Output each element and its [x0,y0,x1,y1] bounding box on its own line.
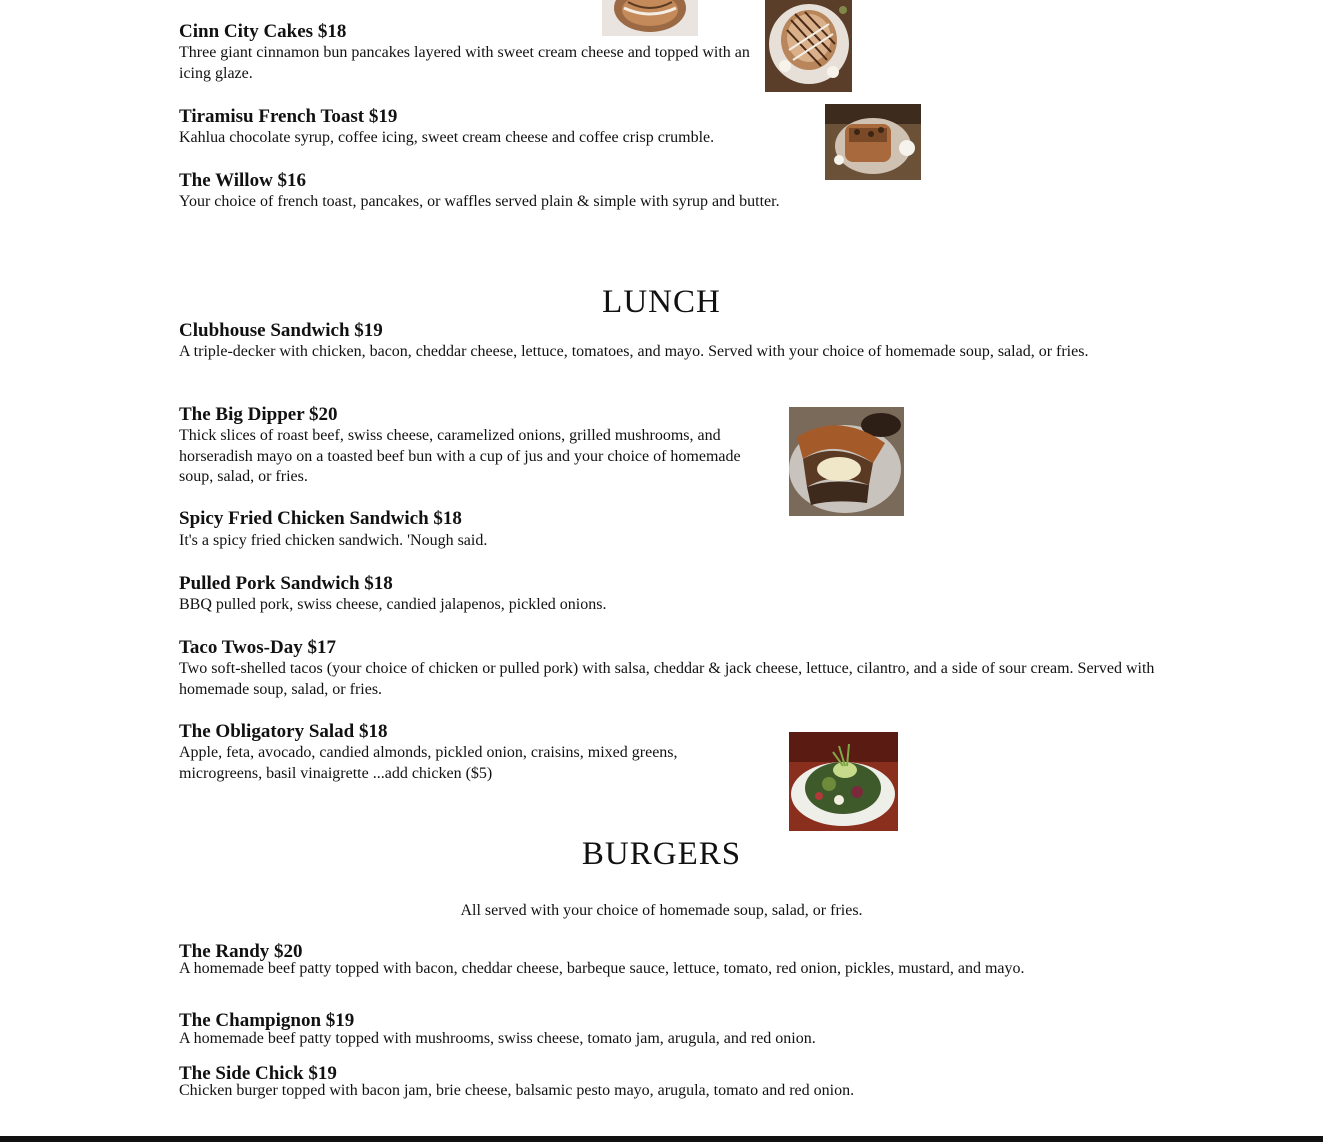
food-photo-tiramisu-french-toast [825,104,921,180]
footer-divider [0,1136,1323,1142]
menu-item-title: Taco Twos-Day $17 [179,637,336,658]
menu-item-description: A homemade beef patty topped with mushrooms, swiss cheese, tomato jam, arugula, and red onion. [179,1030,816,1047]
food-photo-pancake-stack [602,0,698,36]
menu-item-description: Thick slices of roast beef, swiss cheese, caramelized onions, grilled mushrooms, and horseradish mayo on a toasted beef bun with a cup of jus and your choice of homemade soup, salad, or fries. [179,427,741,485]
menu-item-title: Pulled Pork Sandwich $18 [179,573,393,594]
menu-item-title: The Randy $20 [179,941,303,962]
food-photo-obligatory-salad [789,732,898,831]
menu-item-title: Clubhouse Sandwich $19 [179,320,383,341]
menu-item-title: The Side Chick $19 [179,1063,337,1084]
menu-item-description: Two soft-shelled tacos (your choice of chicken or pulled pork) with salsa, cheddar & jack cheese, lettuce, cilantro, and a side of sour cream. Served with homemade soup, salad, or fries. [179,660,1155,698]
menu-item-description: Kahlua chocolate syrup, coffee icing, sweet cream cheese and coffee crisp crumble. [179,129,715,146]
menu-item-description: Chicken burger topped with bacon jam, brie cheese, balsamic pesto mayo, arugula, tomato and red onion. [179,1082,855,1099]
food-photo-big-dipper [789,407,904,516]
menu-item-description: BBQ pulled pork, swiss cheese, candied jalapenos, pickled onions. [179,596,607,613]
menu-item-description: Apple, feta, avocado, candied almonds, pickled onion, craisins, mixed greens, microgreens, basil vinaigrette ...add chicken ($5) [179,744,678,782]
menu-item-title: The Willow $16 [179,170,307,191]
menu-item-description: A triple-decker with chicken, bacon, cheddar cheese, lettuce, tomatoes, and mayo. Served with your choice of homemade soup, salad, or fries. [179,343,1089,360]
food-photo-cinn-city-cakes [765,0,852,92]
menu-item-description: It's a spicy fried chicken sandwich. 'Nough said. [179,532,488,549]
menu-item-title: The Obligatory Salad $18 [179,721,388,742]
menu-item-title: Cinn City Cakes $18 [179,21,347,42]
menu-item-description: Your choice of french toast, pancakes, or waffles served plain & simple with syrup and butter. [179,193,780,210]
menu-item-title: The Big Dipper $20 [179,404,338,425]
section-heading-lunch: LUNCH [602,284,721,320]
section-note: All served with your choice of homemade soup, salad, or fries. [460,902,863,919]
menu-item-title: The Champignon $19 [179,1010,355,1031]
section-heading-burgers: BURGERS [581,836,742,872]
menu-item-title: Spicy Fried Chicken Sandwich $18 [179,508,462,529]
menu-item-description: A homemade beef patty topped with bacon, cheddar cheese, barbeque sauce, lettuce, tomato, red onion, pickles, mustard, and mayo. [179,960,1025,977]
menu-item-title: Tiramisu French Toast $19 [179,106,398,127]
menu-item-description: Three giant cinnamon bun pancakes layered with sweet cream cheese and topped with an icing glaze. [179,44,750,82]
